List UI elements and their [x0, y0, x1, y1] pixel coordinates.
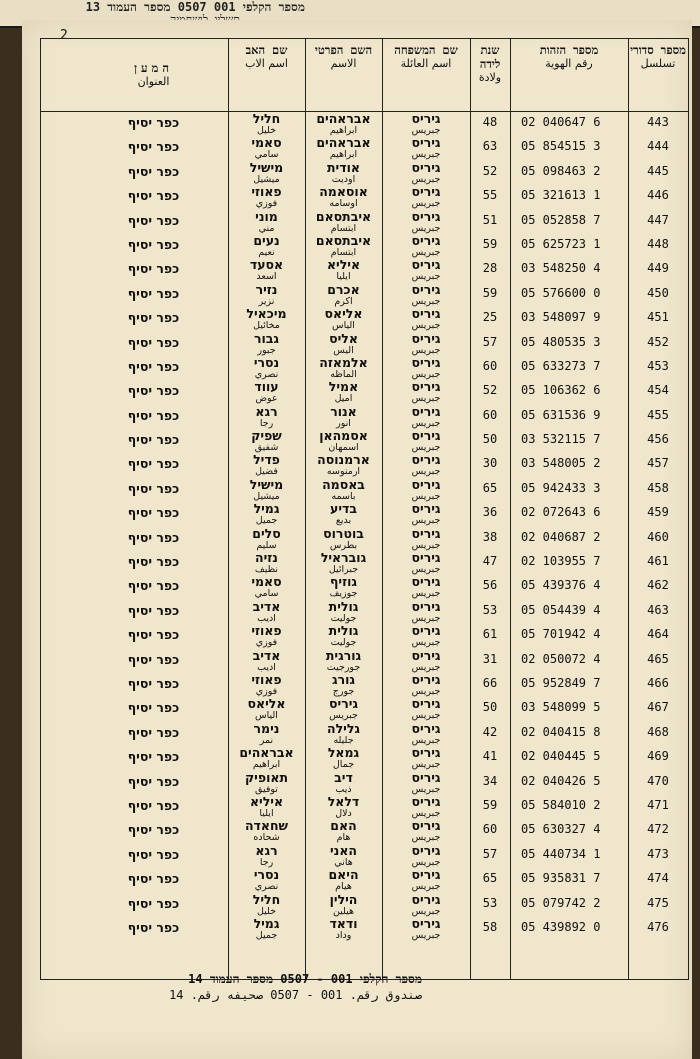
father-name: חליל خليل — [252, 891, 281, 917]
table-body — [41, 112, 688, 941]
father-name: רגא رجا — [255, 403, 278, 429]
table-row — [41, 380, 688, 404]
family-name: גיריס جبريس — [411, 452, 441, 478]
voter-table — [40, 38, 689, 980]
address: כפר יסיף — [127, 212, 180, 228]
table-row — [41, 795, 688, 819]
birth-year: 55 — [482, 188, 498, 203]
serial-number: 469 — [647, 749, 669, 764]
serial-number: 453 — [647, 358, 669, 373]
header-id: מספר הזהות رقم الهوية — [539, 43, 599, 70]
serial-number: 456 — [647, 432, 669, 447]
footer-line-hebrew: מספר הקלפי 001 - 0507 מספר העמוד 14 — [188, 972, 422, 986]
father-name: נעים نعيم — [253, 232, 280, 258]
table-row — [41, 722, 688, 746]
serial-number: 451 — [647, 310, 669, 325]
address: כפר יסיף — [127, 456, 180, 472]
table-row — [41, 332, 688, 356]
serial-number: 457 — [647, 456, 669, 471]
header-address: המען العنوان — [134, 61, 173, 88]
family-name: גיריס جبريس — [411, 135, 441, 161]
first-name: גולית جوليت — [328, 598, 359, 624]
family-name: גיריס جبريس — [411, 891, 441, 917]
serial-number: 468 — [647, 724, 669, 739]
serial-number: 467 — [647, 700, 669, 715]
table-row — [41, 356, 688, 380]
address: כפר יסיף — [127, 627, 180, 643]
family-name: גיריס جبريس — [411, 379, 441, 405]
family-name: גיריס جبريس — [411, 574, 441, 600]
family-name: גיריס جبريس — [411, 720, 441, 746]
family-name: גיריס جبريس — [411, 159, 441, 185]
address: כפר יסיף — [127, 675, 180, 691]
birth-year: 34 — [482, 773, 498, 788]
id-number: 05 439892 0 — [521, 919, 601, 934]
serial-number: 475 — [647, 895, 669, 910]
birth-year: 57 — [482, 334, 498, 349]
first-name: אסמהאן اسمهان — [319, 428, 368, 454]
first-name: איבתסאם ابتسام — [315, 208, 372, 234]
birth-year: 59 — [482, 236, 498, 251]
first-name: אליס اليس — [329, 330, 358, 356]
table-row — [41, 575, 688, 599]
id-number: 05 439376 4 — [521, 578, 601, 593]
id-number: 05 633273 7 — [521, 358, 601, 373]
table-row — [41, 819, 688, 843]
first-name: אלמאזה الماظه — [319, 354, 368, 380]
father-name: אבראהים ابراهيم — [239, 745, 294, 771]
address: כפר יסיף — [127, 895, 180, 911]
address: כפר יסיף — [127, 602, 180, 618]
address: כפר יסיף — [127, 554, 180, 570]
id-number: 02 040647 6 — [521, 115, 601, 129]
table-row — [41, 868, 688, 892]
id-number: 05 631536 9 — [521, 407, 601, 422]
serial-number: 466 — [647, 675, 669, 690]
family-name: גיריס جبريس — [411, 184, 441, 210]
father-name: פדיל فضيل — [253, 452, 280, 478]
birth-year: 48 — [482, 115, 498, 129]
table-row — [41, 161, 688, 185]
father-name: אדיב اديب — [252, 598, 281, 624]
birth-year: 61 — [482, 627, 498, 642]
page-number: 2 — [60, 28, 68, 43]
serial-number: 449 — [647, 261, 669, 276]
table-row — [41, 551, 688, 575]
id-number: 05 440734 1 — [521, 846, 601, 861]
birth-year: 50 — [482, 432, 498, 447]
family-name: גיריס جبريس — [411, 550, 441, 576]
serial-number: 459 — [647, 505, 669, 520]
father-name: פאוזי فوزي — [251, 184, 282, 210]
birth-year: 38 — [482, 529, 498, 544]
serial-number: 471 — [647, 797, 669, 812]
serial-number: 447 — [647, 212, 669, 227]
address: כפר יסיף — [127, 700, 180, 716]
address: כפר יסיף — [127, 188, 180, 204]
header-father-name: שם האב اسم الاب — [245, 43, 288, 70]
first-name: האני هاني — [329, 842, 358, 868]
table-row — [41, 234, 688, 258]
family-name: גיריס جبريس — [411, 232, 441, 258]
father-name: מוני مني — [255, 208, 278, 234]
table-row — [41, 453, 688, 477]
father-name: שפיק شفيق — [251, 428, 282, 454]
id-number: 03 548250 4 — [521, 261, 601, 276]
serial-number: 463 — [647, 602, 669, 617]
birth-year: 60 — [482, 358, 498, 373]
table-row — [41, 771, 688, 795]
father-name: נזיר نزير — [255, 281, 278, 307]
first-name: בדיע بديع — [330, 501, 357, 527]
birth-year: 60 — [482, 822, 498, 837]
first-name: ארמנוסה ارمنوسه — [317, 452, 370, 478]
id-number: 05 576600 0 — [521, 285, 601, 300]
family-name: גיריס جبريس — [411, 623, 441, 649]
serial-number: 443 — [647, 115, 669, 129]
father-name: מיכאיל مخائيل — [246, 306, 287, 332]
serial-number: 455 — [647, 407, 669, 422]
table-row — [41, 600, 688, 624]
serial-number: 462 — [647, 578, 669, 593]
header-serial: מספר סדורי تسلسل — [630, 43, 686, 70]
id-number: 05 079742 2 — [521, 895, 601, 910]
id-number: 05 625723 1 — [521, 236, 601, 251]
father-name: נסרי نصري — [253, 867, 280, 893]
address: כפר יסיף — [127, 651, 180, 667]
first-name: האם هام — [330, 818, 357, 844]
address: כפר יסיף — [127, 310, 180, 326]
birth-year: 52 — [482, 383, 498, 398]
birth-year: 28 — [482, 261, 498, 276]
id-number: 05 054439 4 — [521, 602, 601, 617]
family-name: גיריס جبريس — [411, 818, 441, 844]
table-row — [41, 649, 688, 673]
birth-year: 65 — [482, 871, 498, 886]
father-name: פאוזי فوزي — [251, 671, 282, 697]
address: כפר יסיף — [127, 334, 180, 350]
address: כפר יסיף — [127, 749, 180, 765]
birth-year: 60 — [482, 407, 498, 422]
id-number: 03 532115 7 — [521, 432, 601, 447]
first-name: גמאל جمال — [327, 745, 360, 771]
birth-year: 36 — [482, 505, 498, 520]
serial-number: 452 — [647, 334, 669, 349]
id-number: 02 103955 7 — [521, 554, 601, 569]
id-number: 02 040426 5 — [521, 773, 601, 788]
first-name: דלאל دلال — [327, 793, 360, 819]
family-name: גיריס جبريس — [411, 330, 441, 356]
family-name: גיריס جبريس — [411, 696, 441, 722]
family-name: גיריס جبريس — [411, 476, 441, 502]
header-birth-year: שנת לידה ولادة — [478, 43, 502, 84]
table-row — [41, 917, 688, 941]
address: כפר יסיף — [127, 871, 180, 887]
table-row — [41, 210, 688, 234]
birth-year: 63 — [482, 139, 498, 154]
father-name: נסרי نصري — [253, 354, 280, 380]
birth-year: 52 — [482, 163, 498, 178]
family-name: גיריס جبريس — [411, 745, 441, 771]
address: כפר יסיף — [127, 358, 180, 374]
father-name: חליל خليل — [252, 111, 281, 136]
first-name: גורגית جورجيت — [325, 647, 362, 673]
table-row — [41, 697, 688, 721]
address: כפר יסיף — [127, 432, 180, 448]
serial-number: 476 — [647, 919, 669, 934]
birth-year: 57 — [482, 846, 498, 861]
footer-line-arabic: صندوق رقم. 001 - 0507 صحيفه رقم. 14 — [169, 988, 422, 1002]
id-number: 02 050072 4 — [521, 651, 601, 666]
father-name: מישיל ميشيل — [249, 159, 284, 185]
id-number: 05 098463 2 — [521, 163, 601, 178]
first-name: אכרם اكرم — [327, 281, 360, 307]
id-number: 05 935831 7 — [521, 871, 601, 886]
table-row — [41, 429, 688, 453]
birth-year: 58 — [482, 919, 498, 934]
table-row — [41, 258, 688, 282]
birth-year: 31 — [482, 651, 498, 666]
birth-year: 41 — [482, 749, 498, 764]
first-name: גלילה جليله — [327, 720, 360, 746]
address: כפר יסיף — [127, 285, 180, 301]
address: כפר יסיף — [127, 139, 180, 155]
first-name: אוסאמה اوسامه — [319, 184, 368, 210]
serial-number: 448 — [647, 236, 669, 251]
id-number: 03 548099 5 — [521, 700, 601, 715]
family-name: גיריס جبريس — [411, 257, 441, 283]
birth-year: 59 — [482, 797, 498, 812]
first-name: איליא ايليا — [326, 257, 361, 283]
father-name: פאוזי فوزي — [251, 623, 282, 649]
birth-year: 50 — [482, 700, 498, 715]
family-name: גיריס جبريس — [411, 647, 441, 673]
father-name: מישיל ميشيل — [249, 476, 284, 502]
family-name: גיריס جبريس — [411, 281, 441, 307]
father-name: גמיל جميل — [253, 915, 280, 941]
father-name: תאופיק توفيق — [244, 769, 289, 795]
id-number: 05 480535 3 — [521, 334, 601, 349]
serial-number: 460 — [647, 529, 669, 544]
father-name: נימר نمر — [253, 720, 280, 746]
serial-number: 470 — [647, 773, 669, 788]
address: כפר יסיף — [127, 797, 180, 813]
id-number: 05 942433 3 — [521, 480, 601, 495]
birth-year: 47 — [482, 554, 498, 569]
table-row — [41, 136, 688, 160]
address: כפר יסיף — [127, 724, 180, 740]
previous-page-footer: מספר הקלפי 001 0507 מספר העמוד 13 — [85, 0, 305, 14]
father-name: סאמי سامي — [251, 574, 282, 600]
address: כפר יסיף — [127, 236, 180, 252]
id-number: 02 040687 2 — [521, 529, 601, 544]
table-row — [41, 844, 688, 868]
table-row — [41, 673, 688, 697]
birth-year: 65 — [482, 480, 498, 495]
address: כפר יסיף — [127, 578, 180, 594]
id-number: 05 630327 4 — [521, 822, 601, 837]
birth-year: 59 — [482, 285, 498, 300]
father-name: גמיל جميل — [253, 501, 280, 527]
father-name: סלים سليم — [252, 525, 281, 551]
serial-number: 450 — [647, 285, 669, 300]
first-name: ודאד وداد — [329, 915, 358, 941]
first-name: אודית اوديت — [327, 159, 360, 185]
father-name: רגא رجا — [255, 842, 278, 868]
id-number: 05 854515 3 — [521, 139, 601, 154]
birth-year: 25 — [482, 310, 498, 325]
father-name: גבור جبور — [253, 330, 280, 356]
address: כפר יסיף — [127, 115, 180, 130]
id-number: 05 106362 6 — [521, 383, 601, 398]
address: כפר יסיף — [127, 773, 180, 789]
birth-year: 42 — [482, 724, 498, 739]
serial-number: 446 — [647, 188, 669, 203]
address: כפר יסיף — [127, 822, 180, 838]
first-name: הילין هيلين — [329, 891, 358, 917]
serial-number: 464 — [647, 627, 669, 642]
father-name: אסעד اسعد — [249, 257, 284, 283]
first-name: גובראיל جبرائيل — [320, 550, 367, 576]
first-name: דיב ذيب — [334, 769, 353, 795]
header-first-name: השם הפרטי الاسم — [314, 43, 373, 70]
family-name: גיריס جبريس — [411, 867, 441, 893]
father-name: עווד عوض — [254, 379, 279, 405]
family-name: גיריס جبريس — [411, 598, 441, 624]
family-name: גיריס جبريس — [411, 842, 441, 868]
table-row — [41, 283, 688, 307]
family-name: גיריס جبريس — [411, 793, 441, 819]
father-name: איליא ايليا — [249, 793, 284, 819]
first-name: גוזיף جوزيف — [329, 574, 358, 600]
table-row — [41, 405, 688, 429]
serial-number: 444 — [647, 139, 669, 154]
table-row — [41, 746, 688, 770]
first-name: גורג جورج — [332, 671, 355, 697]
family-name: גיריס جبريس — [411, 403, 441, 429]
id-number: 02 072643 6 — [521, 505, 601, 520]
first-name: אנור انور — [330, 403, 357, 429]
first-name: גולית جوليت — [328, 623, 359, 649]
table-row — [41, 307, 688, 331]
address: כפר יסיף — [127, 480, 180, 496]
father-name: אליאס الياس — [247, 696, 286, 722]
table-row — [41, 502, 688, 526]
birth-year: 66 — [482, 675, 498, 690]
family-name: גיריס جبريس — [411, 769, 441, 795]
table-row — [41, 893, 688, 917]
address: כפר יסיף — [127, 529, 180, 545]
birth-year: 51 — [482, 212, 498, 227]
voter-register-page — [22, 20, 692, 1059]
family-name: גיריס جبريس — [411, 208, 441, 234]
father-name: אדיב اديب — [252, 647, 281, 673]
id-number: 05 321613 1 — [521, 188, 601, 203]
address: כפר יסיף — [127, 407, 180, 423]
address: כפר יסיף — [127, 163, 180, 179]
family-name: גיריס جبريس — [411, 671, 441, 697]
first-name: איבתסאם ابتسام — [315, 232, 372, 258]
family-name: גיריס جبريس — [411, 501, 441, 527]
serial-number: 474 — [647, 871, 669, 886]
header-family-name: שם המשפחה اسم العائلة — [394, 43, 458, 70]
family-name: גיריס جبريس — [411, 525, 441, 551]
serial-number: 473 — [647, 846, 669, 861]
father-name: נזיה نظيف — [254, 550, 279, 576]
serial-number: 472 — [647, 822, 669, 837]
table-row — [41, 185, 688, 209]
id-number: 05 584010 2 — [521, 797, 601, 812]
address: כפר יסיף — [127, 919, 180, 935]
family-name: גיריס جبريس — [411, 428, 441, 454]
father-name: סאמי سامي — [251, 135, 282, 161]
first-name: באסמה باسمه — [322, 476, 365, 502]
table-row — [41, 527, 688, 551]
birth-year: 53 — [482, 895, 498, 910]
address: כפר יסיף — [127, 505, 180, 521]
table-row — [41, 478, 688, 502]
address: כפר יסיף — [127, 383, 180, 399]
address: כפר יסיף — [127, 846, 180, 862]
birth-year: 30 — [482, 456, 498, 471]
table-row — [41, 112, 688, 136]
first-name: אבראהים ابراهيم — [316, 135, 371, 161]
id-number: 02 040415 8 — [521, 724, 601, 739]
address: כפר יסיף — [127, 261, 180, 277]
first-name: אליאס الياس — [324, 306, 363, 332]
serial-number: 454 — [647, 383, 669, 398]
id-number: 02 040445 5 — [521, 749, 601, 764]
family-name: גיריס جبريس — [411, 306, 441, 332]
table-row — [41, 624, 688, 648]
serial-number: 445 — [647, 163, 669, 178]
first-name: גיריס جبريس — [329, 696, 358, 722]
family-name: גיריס جبريس — [411, 111, 441, 136]
first-name: אבראהים ابراهيم — [316, 111, 371, 136]
serial-number: 458 — [647, 480, 669, 495]
first-name: היאם هيام — [328, 867, 359, 893]
serial-number: 465 — [647, 651, 669, 666]
id-number: 05 052858 7 — [521, 212, 601, 227]
serial-number: 461 — [647, 554, 669, 569]
family-name: גיריס جبريس — [411, 915, 441, 941]
first-name: אמיל اميل — [328, 379, 359, 405]
family-name: גיריס جبريس — [411, 354, 441, 380]
birth-year: 53 — [482, 602, 498, 617]
id-number: 05 701942 4 — [521, 627, 601, 642]
birth-year: 56 — [482, 578, 498, 593]
id-number: 03 548005 2 — [521, 456, 601, 471]
first-name: בוטרוס بطرس — [323, 525, 364, 551]
father-name: שחאדה شحاده — [244, 818, 289, 844]
id-number: 03 548097 9 — [521, 310, 601, 325]
id-number: 05 952849 7 — [521, 675, 601, 690]
